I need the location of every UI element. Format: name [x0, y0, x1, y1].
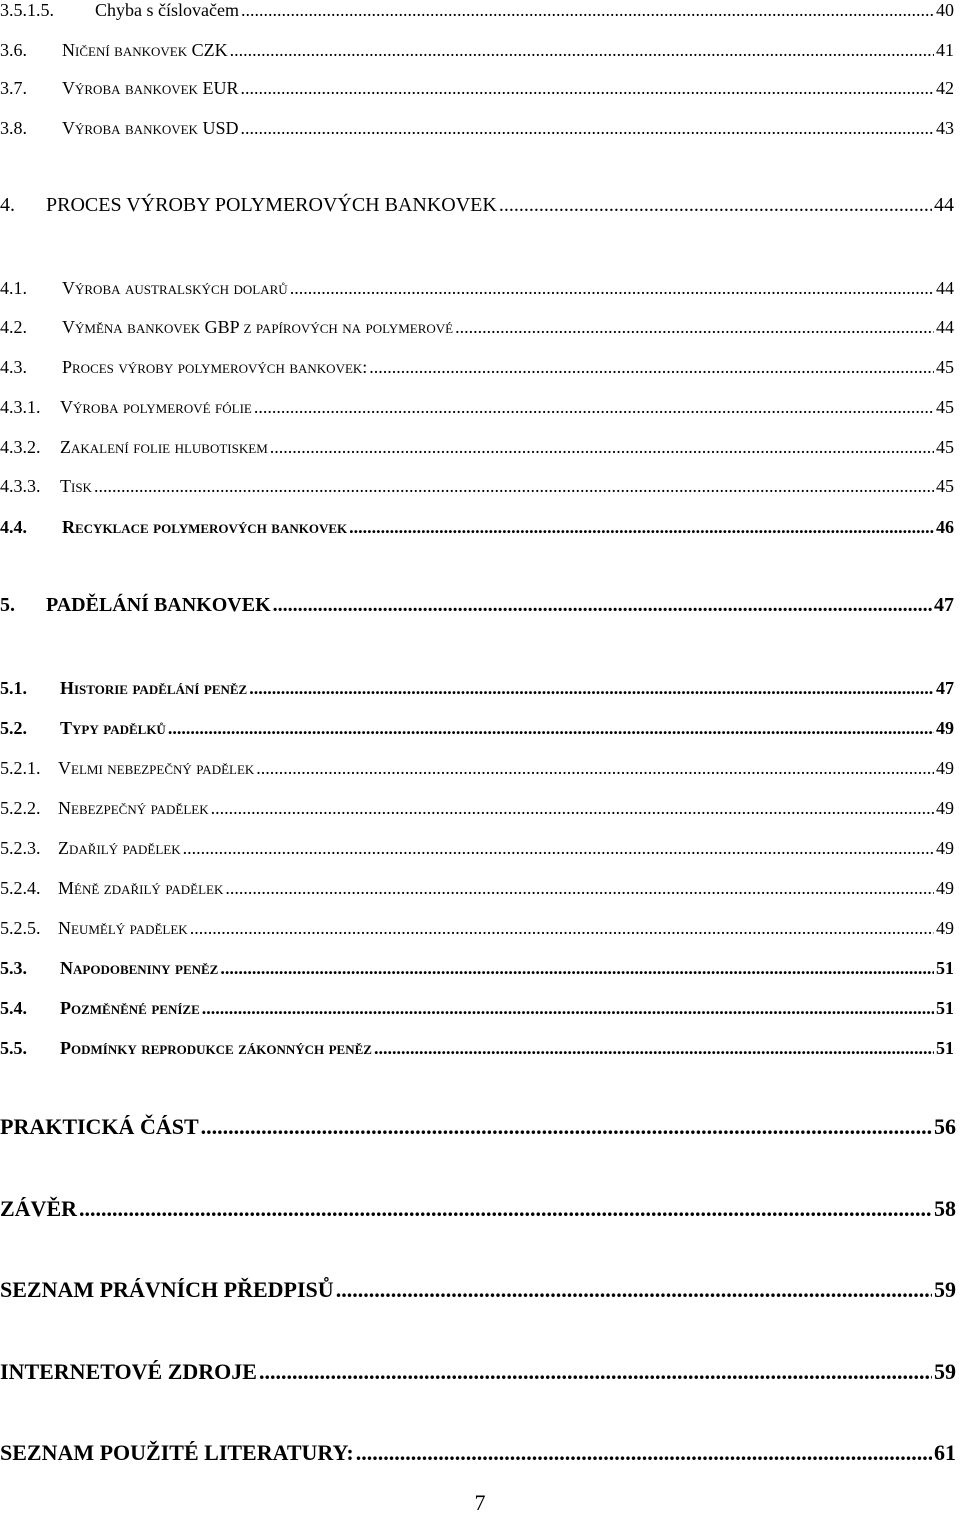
toc-leader [220, 958, 934, 979]
toc-number: 3.7. [0, 78, 27, 98]
toc-number: 4.2. [0, 317, 27, 337]
toc-title: Výměna bankovek GBP z papírových na polymerové [62, 317, 454, 337]
toc-page: 45 [936, 476, 954, 496]
toc-page: 45 [936, 357, 954, 377]
toc-leader [230, 40, 934, 61]
toc-title: Recyklace polymerových bankovek [62, 517, 348, 537]
toc-number: 5.2.4. [0, 878, 41, 898]
toc-entry[interactable] [0, 1359, 956, 1385]
toc-number: 4.3.2. [0, 437, 41, 457]
toc-entry[interactable] [0, 517, 954, 538]
toc-leader [240, 118, 934, 139]
toc-leader [455, 317, 934, 338]
toc-title: PADĚLÁNÍ BANKOVEK [46, 594, 271, 616]
toc-leader [94, 476, 934, 497]
toc-page: 56 [934, 1114, 956, 1139]
toc-title: Typy padělků [60, 718, 166, 738]
toc-entry[interactable] [0, 798, 954, 819]
toc-title: Zdařilý padělek [58, 838, 181, 858]
toc-title: Výroba bankovek USD [62, 118, 239, 138]
toc-number: 5.2. [0, 718, 27, 738]
toc-page: 47 [936, 678, 954, 698]
toc-page: 49 [936, 838, 954, 858]
toc-title: Chyba s číslovačem [95, 0, 239, 20]
toc-page: 49 [936, 918, 954, 938]
toc-leader [270, 437, 934, 458]
toc-leader [356, 1440, 932, 1466]
toc-title: Výroba polymerové fólie [60, 397, 252, 417]
toc-leader [202, 998, 934, 1019]
toc-number: 4.4. [0, 517, 27, 537]
toc-entry[interactable] [0, 397, 954, 418]
toc-number: 5.2.1. [0, 758, 41, 778]
toc-entry[interactable] [0, 1114, 956, 1140]
toc-leader [249, 678, 934, 699]
toc-leader [201, 1114, 932, 1140]
toc-number: 5.2.3. [0, 838, 41, 858]
toc-leader [241, 0, 934, 21]
toc-title: Neumělý padělek [58, 918, 188, 938]
toc-title: INTERNETOVÉ ZDROJE [0, 1359, 257, 1384]
toc-number: 5.2.5. [0, 918, 41, 938]
toc-entry[interactable] [0, 476, 954, 497]
toc-title: Zakalení folie hlubotiskem [60, 437, 268, 457]
toc-title: Historie padělání peněz [60, 678, 248, 698]
toc-title: Nebezpečný padělek [58, 798, 209, 818]
toc-number: 5.4. [0, 998, 27, 1018]
toc-number: 5.1. [0, 678, 27, 698]
toc-number: 5.2.2. [0, 798, 41, 818]
toc-page: 46 [936, 517, 954, 537]
toc-number: 4.3.3. [0, 476, 41, 496]
toc-entry[interactable] [0, 1440, 956, 1466]
toc-page: 58 [934, 1196, 956, 1221]
toc-leader [211, 798, 934, 819]
toc-page: 47 [934, 594, 954, 616]
toc-page: 44 [936, 278, 954, 298]
toc-leader [254, 397, 934, 418]
toc-number: 3.6. [0, 40, 27, 60]
toc-page: 49 [936, 798, 954, 818]
toc-entry[interactable] [0, 958, 954, 979]
toc-leader [290, 278, 934, 299]
toc-entry[interactable] [0, 918, 954, 939]
toc-title: PRAKTICKÁ ČÁST [0, 1114, 199, 1139]
toc-entry[interactable] [0, 1277, 956, 1303]
toc-title: Proces výroby polymerových bankovek: [62, 357, 368, 377]
toc-number: 5.5. [0, 1038, 27, 1058]
toc-leader [190, 918, 934, 939]
toc-entry[interactable] [0, 758, 954, 779]
toc-leader [369, 357, 934, 378]
toc-leader [79, 1196, 932, 1222]
toc-title: PROCES VÝROBY POLYMEROVÝCH BANKOVEK [46, 194, 497, 216]
toc-leader [225, 878, 934, 899]
toc-entry[interactable] [0, 718, 954, 739]
toc-number: 3.5.1.5. [0, 0, 54, 20]
toc-title: Pozměněné peníze [60, 998, 200, 1018]
toc-leader [499, 194, 932, 217]
toc-leader [183, 838, 934, 859]
toc-page: 49 [936, 878, 954, 898]
toc-page: 49 [936, 758, 954, 778]
toc-number: 3.8. [0, 118, 27, 138]
toc-title: ZÁVĚR [0, 1196, 78, 1221]
toc-entry[interactable] [0, 1196, 956, 1222]
toc-page: 59 [934, 1277, 956, 1302]
toc-page: 45 [936, 397, 954, 417]
toc-page: 45 [936, 437, 954, 457]
toc-page: 51 [936, 998, 954, 1018]
toc-title: Méně zdařilý padělek [58, 878, 224, 898]
page-number: 7 [474, 1490, 486, 1515]
toc-page: 43 [936, 118, 954, 138]
toc-entry[interactable] [0, 118, 954, 139]
toc-entry[interactable] [0, 357, 954, 378]
toc-title: Velmi nebezpečný padělek [58, 758, 255, 778]
toc-number: 4.3. [0, 357, 27, 377]
toc-entry[interactable] [0, 0, 954, 21]
toc-leader [374, 1038, 934, 1059]
toc-page: 61 [934, 1440, 956, 1465]
toc-title: Podmínky reprodukce zákonných peněz [60, 1038, 372, 1058]
toc-entry[interactable] [0, 998, 954, 1019]
toc-entry[interactable] [0, 678, 954, 699]
toc-entry[interactable] [0, 437, 954, 458]
toc-page: 49 [936, 718, 954, 738]
toc-entry[interactable] [0, 317, 954, 338]
toc-leader [240, 78, 934, 99]
toc-page: 44 [934, 194, 954, 216]
toc-entry[interactable] [0, 878, 954, 899]
toc-entry[interactable] [0, 838, 954, 859]
toc-title: SEZNAM PRÁVNÍCH PŘEDPISŮ [0, 1277, 334, 1302]
toc-page: 44 [936, 317, 954, 337]
toc-page: 42 [936, 78, 954, 98]
toc-page: 40 [936, 0, 954, 20]
toc-number: 4. [0, 194, 15, 216]
toc-number: 5. [0, 594, 15, 616]
toc-title: Ničení bankovek CZK [62, 40, 228, 60]
toc-number: 4.3.1. [0, 397, 41, 417]
toc-leader [273, 594, 932, 617]
toc-entry[interactable] [0, 194, 954, 217]
toc-title: Výroba bankovek EUR [62, 78, 239, 98]
toc-title: Výroba australských dolarů [62, 278, 288, 298]
toc-leader [349, 517, 934, 538]
toc-number: 4.1. [0, 278, 27, 298]
toc-entry[interactable] [0, 594, 954, 617]
toc-title: Napodobeniny peněz [60, 958, 219, 978]
toc-title: Tisk [60, 476, 92, 496]
toc-leader [256, 758, 934, 779]
toc-entry[interactable] [0, 1038, 954, 1059]
toc-leader [336, 1277, 932, 1303]
toc-number: 5.3. [0, 958, 27, 978]
toc-page: 51 [936, 1038, 954, 1058]
toc-entry[interactable] [0, 278, 954, 299]
toc-leader [259, 1359, 932, 1385]
toc-entry[interactable] [0, 78, 954, 99]
toc-page: 51 [936, 958, 954, 978]
toc-title: SEZNAM POUŽITÉ LITERATURY: [0, 1440, 354, 1465]
toc-page: 59 [934, 1359, 956, 1384]
toc-page: 41 [936, 40, 954, 60]
toc-entry[interactable] [0, 40, 954, 61]
toc-leader [168, 718, 934, 739]
